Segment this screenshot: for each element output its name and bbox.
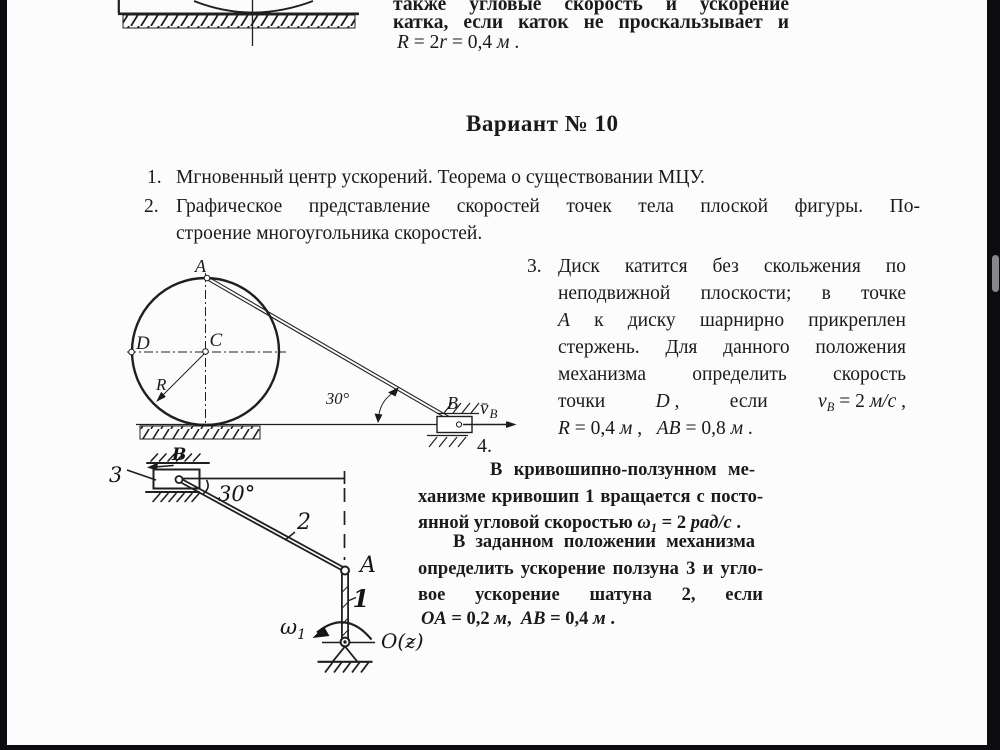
disk-rod-diagram — [110, 250, 530, 462]
math-eq: = 0,4 — [545, 609, 594, 629]
math-sep: , — [632, 418, 657, 439]
problem4-line: определить ускорение ползуна 3 и угло- — [418, 559, 763, 579]
label-omega1 — [280, 615, 306, 643]
label-omega-sub: 1 — [297, 627, 307, 643]
item2-number: 2. — [144, 196, 159, 217]
viewer-right-edge — [987, 0, 1000, 750]
problem3-line: механизма определить скорость — [558, 364, 906, 385]
math-comma: , — [896, 391, 906, 412]
connecting-rod-2 — [178, 478, 346, 572]
prev-problem-formula — [397, 31, 519, 55]
item2-text-line: строение многоугольника скоростей. — [176, 223, 483, 244]
math-unit: рад/с — [690, 513, 732, 533]
math-unit: м — [593, 609, 606, 629]
math-eq: = 0,4 — [569, 418, 620, 439]
label-vB — [480, 398, 497, 421]
item1-text: Мгновенный центр ускорений. Теорема о существовании МЦУ. — [176, 167, 705, 188]
math-omega-sub: 1 — [650, 521, 658, 535]
ground — [136, 425, 437, 440]
problem3-line: неподвижной плоскости; в точке — [558, 283, 906, 304]
problem3-line — [558, 390, 906, 415]
top-roller-figure — [108, 0, 372, 50]
math-R: R — [558, 418, 570, 439]
scrollbar-thumb[interactable] — [992, 255, 999, 292]
math-unit: м/с — [869, 391, 897, 412]
label-R: R — [156, 375, 167, 394]
label-C: C — [209, 330, 223, 351]
label-v-bar: v̄ — [480, 398, 489, 419]
label-A: A — [360, 553, 376, 578]
problem4-line-text: янной угловой скоростью — [418, 513, 638, 533]
word: ускорение — [475, 585, 560, 605]
math-r: r — [439, 32, 448, 53]
word: если — [729, 391, 768, 412]
math-dot: . — [743, 418, 753, 439]
ground-hatching — [118, 14, 359, 28]
problem3-formula — [558, 417, 753, 441]
problem3-line: стержень. Для данного положения — [558, 337, 906, 358]
joint-pins — [176, 476, 350, 646]
label-B: B — [172, 445, 187, 465]
math-eq: = 0,4 — [447, 32, 498, 53]
word: точки — [558, 391, 606, 412]
problem3-number: 3. — [527, 256, 542, 277]
math-v: v — [818, 391, 827, 412]
problem4-line: В заданном положении механизма — [453, 532, 755, 552]
problem4-number: 4. — [477, 435, 492, 457]
math-A: A — [558, 310, 570, 331]
math-unit: м — [730, 418, 744, 439]
reference-line — [183, 471, 346, 560]
math-sep: , — [506, 609, 521, 629]
page-title: Вариант № 10 — [466, 111, 619, 136]
problem4-formula-line — [421, 608, 615, 631]
math-dot: . — [605, 609, 615, 629]
word: если — [725, 585, 763, 605]
label-omega: ω — [280, 615, 298, 639]
label-v-sub: B — [489, 406, 498, 421]
math-OA: OA — [421, 609, 447, 629]
math-AB: AB — [656, 418, 681, 439]
math-unit: м — [494, 609, 507, 629]
math-dot: . — [731, 513, 741, 533]
prev-problem-text-line: также угловые скорость и ускорение — [393, 0, 789, 15]
label-3-leader — [127, 470, 156, 480]
math-eq: = 2 — [834, 391, 870, 412]
problem4-line — [418, 584, 763, 607]
math-D: D , — [655, 391, 680, 412]
label-2: 2 — [297, 510, 311, 535]
math-eq: = 0,8 — [680, 418, 731, 439]
math-dot: . — [509, 32, 520, 53]
math-v-sub: B — [826, 400, 835, 414]
item1-number: 1. — [147, 167, 162, 188]
label-1: 1 — [352, 584, 370, 613]
word: вое — [418, 585, 446, 605]
math-unit: м — [619, 418, 633, 439]
math-omega: ω — [637, 513, 651, 533]
problem3-line: Диск катится без скольжения по — [558, 256, 906, 277]
word: 2, — [681, 585, 696, 605]
math-eq: = 2 — [408, 32, 440, 53]
problem4-line: В кривошипно-ползунном ме- — [490, 460, 755, 480]
math-eq: = 0,2 — [446, 609, 495, 629]
prev-problem-text-line: катка, если каток не проскальзывает и — [393, 12, 789, 33]
crank-slider-diagram — [105, 438, 440, 686]
math-AB: AB — [520, 609, 546, 629]
problem3-line-text: к диску шарнирно прикреплен — [569, 310, 906, 331]
problem3-line — [558, 309, 906, 333]
label-A: A — [195, 256, 206, 276]
viewer-left-edge — [0, 0, 7, 750]
math-R: R — [397, 32, 409, 53]
angle-arc — [375, 387, 400, 423]
pins — [129, 275, 462, 427]
label-O: O(ƶ) — [381, 629, 424, 653]
math-vB — [818, 390, 906, 415]
word: шатуна — [589, 585, 652, 605]
item2-text-line: Графическое представление скоростей точек тела плоской фигуры. По- — [176, 196, 920, 217]
label-angle-30: 30° — [218, 482, 256, 506]
math-eq: = 2 — [657, 513, 691, 533]
problem4-line: ханизме кривошип 1 вращается с посто- — [418, 487, 763, 507]
label-B: B — [447, 393, 458, 413]
label-3: 3 — [109, 463, 123, 487]
label-angle-30: 30° — [326, 389, 350, 408]
label-D: D — [136, 333, 150, 354]
math-unit: м — [497, 32, 510, 53]
viewer-bottom-edge — [0, 745, 1000, 750]
